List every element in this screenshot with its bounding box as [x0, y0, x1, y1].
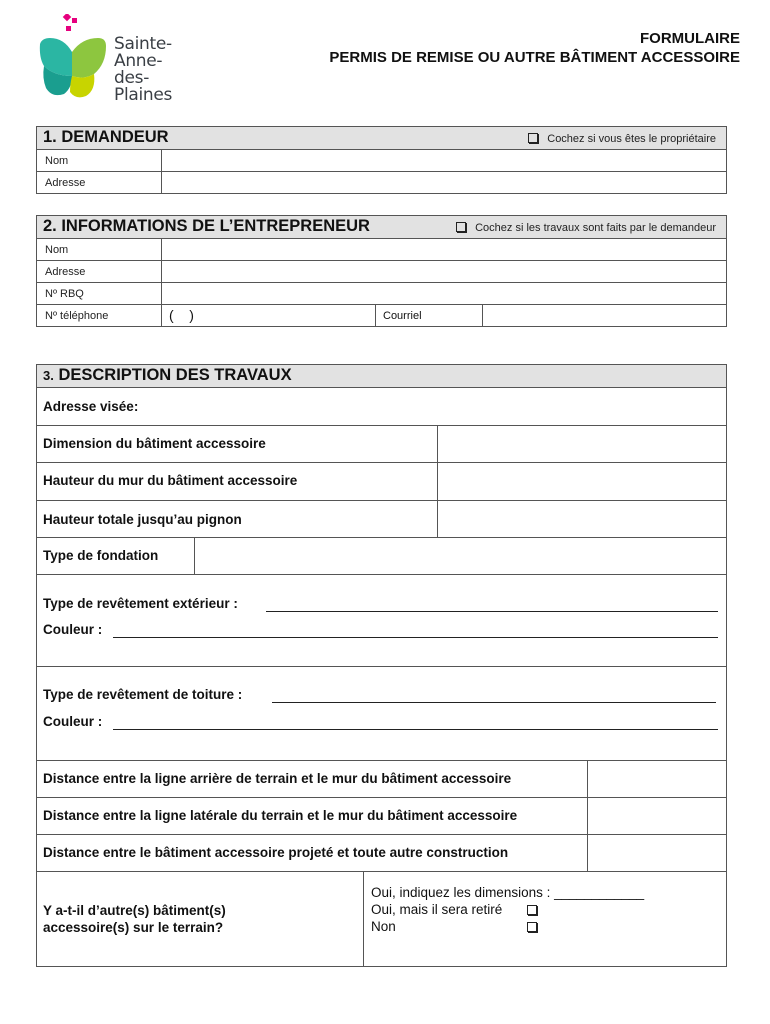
name-row: [37, 149, 726, 171]
total-height-input[interactable]: [438, 501, 726, 537]
field-label: Dimension du bâtiment accessoire: [43, 436, 266, 451]
distance-rear-row: [37, 760, 726, 797]
field-label: Nº RBQ: [45, 288, 84, 300]
field-label: Adresse visée:: [43, 399, 139, 414]
target-address-input[interactable]: [157, 388, 726, 425]
total-height-row: [37, 500, 726, 537]
form-title-line1: FORMULAIRE: [640, 30, 740, 47]
field-label: Type de fondation: [43, 548, 159, 563]
field-label: Nº téléphone: [45, 310, 109, 322]
other-buildings-row: [37, 871, 726, 966]
field-label: Adresse: [45, 266, 86, 278]
exterior-cladding-input[interactable]: [266, 611, 718, 612]
checkbox-icon[interactable]: [456, 222, 466, 232]
divider: [375, 305, 376, 326]
form-title: [329, 29, 740, 67]
wall-height-row: [37, 462, 726, 500]
logo-leaf-icon: [36, 14, 110, 104]
roof-cladding-input[interactable]: [272, 702, 716, 703]
question-label: Y a-t-il d’autre(s) bâtiment(s) accessoire(s) sur le terrain?: [43, 903, 226, 935]
distance-rear-input[interactable]: [588, 761, 726, 797]
field-label: Distance entre la ligne latérale du terrain et le mur du bâtiment accessoire: [43, 808, 518, 823]
field-label: Couleur :: [43, 622, 103, 637]
checkbox-icon[interactable]: [527, 922, 537, 932]
field-label: Type de revêtement extérieur :: [43, 596, 238, 611]
answer-no[interactable]: Non: [371, 918, 644, 935]
checkbox-icon[interactable]: [528, 133, 538, 143]
section-header: [37, 127, 726, 149]
phone-row: [37, 304, 726, 326]
name-input[interactable]: [162, 150, 726, 171]
address-row: [37, 171, 726, 193]
section-applicant: [36, 126, 727, 194]
distance-side-row: [37, 797, 726, 834]
foundation-input[interactable]: [195, 538, 726, 574]
rbq-row: [37, 282, 726, 304]
field-label: Type de revêtement de toiture :: [43, 687, 243, 702]
section-title: 2. INFORMATIONS DE L’ENTREPRENEUR: [43, 217, 370, 235]
phone-parens: ( ): [169, 307, 194, 323]
contractor-name-input[interactable]: [162, 239, 726, 260]
answer-options: [371, 884, 644, 935]
distance-other-input[interactable]: [588, 835, 726, 871]
field-label: Adresse: [45, 177, 86, 189]
checkbox-label: Cochez si vous êtes le propriétaire: [547, 133, 716, 145]
address-input[interactable]: [162, 172, 726, 193]
exterior-color-input[interactable]: [113, 637, 718, 638]
form-title-line2: PERMIS DE REMISE OU AUTRE BÂTIMENT ACCESSOIRE: [329, 49, 740, 66]
municipality-logo: [36, 14, 186, 104]
field-label: Nom: [45, 244, 69, 256]
exterior-cladding-row: [37, 574, 726, 666]
contractor-address-input[interactable]: [162, 261, 726, 282]
divider: [363, 872, 364, 966]
roof-color-input[interactable]: [113, 729, 718, 730]
answer-yes-removed[interactable]: Oui, mais il sera retiré: [371, 901, 644, 918]
distance-side-input[interactable]: [588, 798, 726, 834]
checkbox-label: Cochez si les travaux sont faits par le demandeur: [475, 222, 716, 234]
section-contractor: [36, 215, 727, 327]
divider: [161, 305, 162, 326]
contractor-address-row: [37, 260, 726, 282]
field-label: Distance entre la ligne arrière de terrain et le mur du bâtiment accessoire: [43, 771, 512, 786]
field-label: Hauteur totale jusqu’au pignon: [43, 512, 242, 527]
dimension-row: [37, 425, 726, 462]
answer-yes-dimensions[interactable]: Oui, indiquez les dimensions : ____________: [371, 885, 645, 900]
field-label: Nom: [45, 155, 69, 167]
rbq-input[interactable]: [162, 283, 726, 304]
wall-height-input[interactable]: [438, 463, 726, 500]
logo-wordmark: Sainte- Anne- des- Plaines: [114, 34, 173, 105]
contractor-name-row: [37, 238, 726, 260]
field-label: Hauteur du mur du bâtiment accessoire: [43, 473, 298, 488]
target-address-row: [37, 387, 726, 425]
field-label: Distance entre le bâtiment accessoire projeté et toute autre construction: [43, 845, 509, 860]
self-work-checkbox[interactable]: [456, 222, 716, 234]
foundation-row: [37, 537, 726, 574]
email-input[interactable]: [483, 305, 726, 326]
checkbox-icon[interactable]: [527, 905, 537, 915]
owner-checkbox[interactable]: [528, 133, 716, 145]
section-work-description: [36, 364, 727, 967]
section-title: 1. DEMANDEUR: [43, 128, 169, 146]
phone-input[interactable]: [202, 305, 372, 326]
email-label: Courriel: [383, 310, 422, 322]
distance-other-row: [37, 834, 726, 871]
section-title: 3. DESCRIPTION DES TRAVAUX: [43, 366, 292, 384]
section-header: [37, 216, 726, 238]
dimension-input[interactable]: [438, 426, 726, 462]
roof-cladding-row: [37, 666, 726, 760]
field-label: Couleur :: [43, 714, 103, 729]
section-header: [37, 365, 726, 387]
